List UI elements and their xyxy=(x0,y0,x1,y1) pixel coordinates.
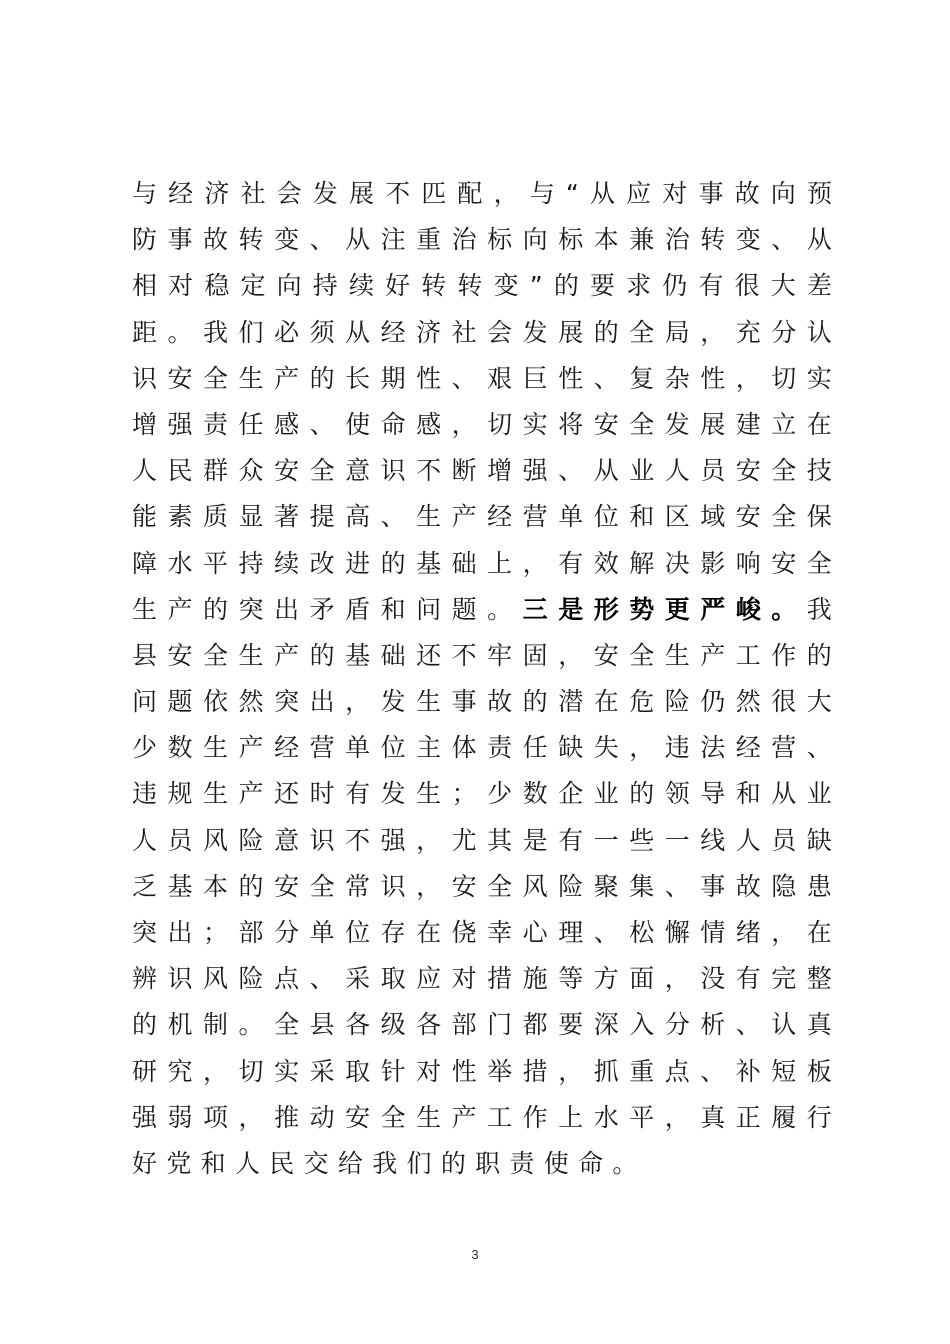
text-line: 增 强 责 任 感 、 使 命 感 ， 切 实 将 安 全 发 展 建 立 在 xyxy=(132,409,832,439)
text-line: 障 水 平 持 续 改 进 的 基 础 上 ， 有 效 解 决 影 响 安 全 xyxy=(132,548,832,578)
text-line: 乏 基 本 的 安 全 常 识 ， 安 全 风 险 聚 集 、 事 故 隐 患 xyxy=(132,871,832,901)
body-paragraph xyxy=(132,171,832,1187)
text-line: 少 数 生 产 经 营 单 位 主 体 责 任 缺 失 ， 违 法 经 营 、 xyxy=(132,733,832,763)
text-line: 辨 识 风 险 点 、 采 取 应 对 措 施 等 方 面 ， 没 有 完 整 xyxy=(132,964,832,994)
text-line: 研 究 ， 切 实 采 取 针 对 性 举 措 ， 抓 重 点 、 补 短 板 xyxy=(132,1056,832,1086)
text-line: 县 安 全 生 产 的 基 础 还 不 牢 固 ， 安 全 生 产 工 作 的 xyxy=(132,640,832,670)
text-line: 强 弱 项 ， 推 动 安 全 生 产 工 作 上 水 平 ， 真 正 履 行 xyxy=(132,1102,832,1132)
text-line: 识 安 全 生 产 的 长 期 性 、 艰 巨 性 、 复 杂 性 ， 切 实 xyxy=(132,363,832,393)
text-line: 能 素 质 显 著 提 高 、 生 产 经 营 单 位 和 区 域 安 全 保 xyxy=(132,502,832,532)
text-line: 与 经 济 社 会 发 展 不 匹 配 ， 与 “ 从 应 对 事 故 向 预 xyxy=(132,179,832,208)
text-line: 的 机 制 。 全 县 各 级 各 部 门 都 要 深 入 分 析 、 认 真 xyxy=(132,1010,832,1040)
text-line: 相 对 稳 定 向 持 续 好 转 转 变 ” 的 要 求 仍 有 很 大 差 xyxy=(132,271,832,301)
text-line: 突 出 ； 部 分 单 位 存 在 侥 幸 心 理 、 松 懈 情 绪 ， 在 xyxy=(132,918,832,947)
text-line: 人 员 风 险 意 识 不 强 ， 尤 其 是 有 一 些 一 线 人 员 缺 xyxy=(132,825,832,855)
text-line: 违 规 生 产 还 时 有 发 生 ； 少 数 企 业 的 领 导 和 从 业 xyxy=(132,779,832,809)
text-line: 好 党 和 人 民 交 给 我 们 的 职 责 使 命 。 xyxy=(132,1148,638,1178)
text-line: 距 。 我 们 必 须 从 经 济 社 会 发 展 的 全 局 ， 充 分 认 xyxy=(132,317,832,347)
text-line: 生 产 的 突 出 矛 盾 和 问 题 。 三 是 形 势 更 严 峻 。 我 xyxy=(132,594,832,624)
text-line: 人 民 群 众 安 全 意 识 不 断 增 强 、 从 业 人 员 安 全 技 xyxy=(132,456,832,486)
text-line: 问 题 依 然 突 出 ， 发 生 事 故 的 潜 在 危 险 仍 然 很 大 xyxy=(132,687,832,717)
page-number: 3 xyxy=(471,1247,479,1262)
text-line: 防 事 故 转 变 、 从 注 重 治 标 向 标 本 兼 治 转 变 、 从 xyxy=(132,225,832,255)
